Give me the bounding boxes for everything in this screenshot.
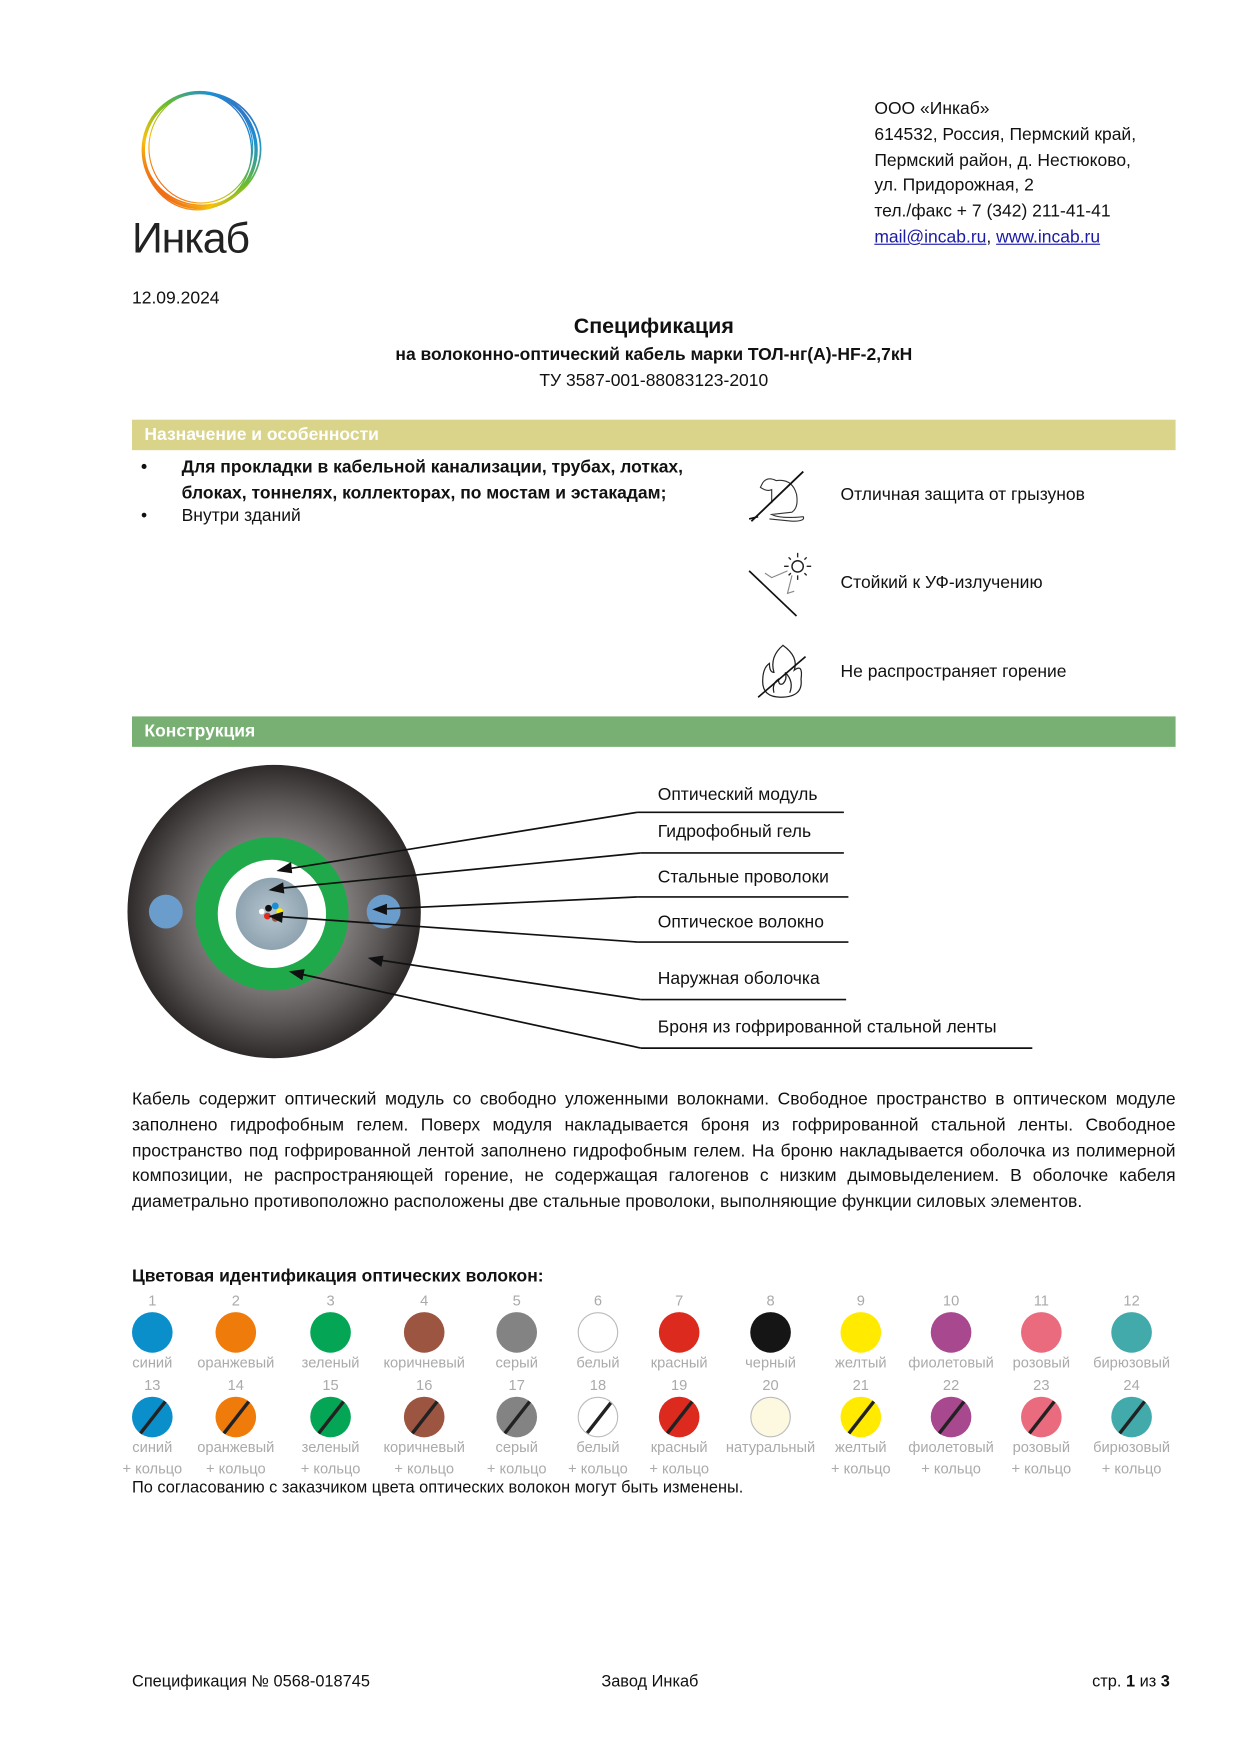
fiber-13 <box>107 1375 197 1478</box>
fiber-number: 24 <box>1123 1376 1140 1394</box>
label-optical-module: Оптический модуль <box>657 785 818 805</box>
section-header-purpose: Назначение и особенности <box>132 420 1176 450</box>
fiber-7 <box>634 1291 724 1372</box>
fiber-color-name: бирюзовый <box>1093 1353 1171 1371</box>
ring-suffix: + кольцо <box>122 1459 183 1477</box>
fiber-color-swatch <box>215 1312 256 1353</box>
page-title: Спецификация <box>573 314 734 339</box>
fiber-color-swatch <box>931 1397 972 1438</box>
bullet: • <box>141 458 148 478</box>
fiber-color-swatch <box>659 1397 700 1438</box>
fiber-color-name: красный <box>650 1438 708 1456</box>
label-armor: Броня из гофрированной стальной ленты <box>657 1017 997 1037</box>
fiber-color-swatch <box>404 1312 445 1353</box>
fiber-11 <box>996 1291 1086 1372</box>
fiber-color-name: коричневый <box>383 1353 465 1371</box>
ring-suffix: + кольцо <box>486 1459 547 1477</box>
fiber-color-swatch <box>841 1397 882 1438</box>
fiber-number: 6 <box>593 1291 603 1309</box>
fiber-color-swatch <box>132 1312 173 1353</box>
fiber-number: 8 <box>766 1291 775 1309</box>
rodent-protection-icon <box>747 469 812 525</box>
fiber-21 <box>816 1375 906 1478</box>
fiber-color-name: синий <box>132 1353 173 1371</box>
fiber-color-name: серый <box>495 1353 538 1371</box>
address-line: 614532, Россия, Пермский край, <box>874 125 1137 145</box>
ring-suffix: + кольцо <box>1011 1459 1072 1477</box>
fiber-number: 10 <box>942 1291 960 1309</box>
ring-suffix: + кольцо <box>394 1459 455 1477</box>
uv-resistant-icon <box>747 551 815 621</box>
fiber-color-name: зеленый <box>301 1353 360 1371</box>
fiber-color-swatch <box>1021 1312 1062 1353</box>
logo-rings-icon <box>132 88 267 218</box>
fiber-color-swatch <box>931 1312 972 1353</box>
fiber-5 <box>472 1291 562 1372</box>
fiber-color-swatch <box>496 1312 537 1353</box>
purpose-item: Внутри зданий <box>181 506 301 526</box>
document-date: 12.09.2024 <box>131 288 220 308</box>
ring-suffix: + кольцо <box>568 1459 628 1477</box>
fiber-14 <box>191 1375 281 1478</box>
current-page: 1 <box>1125 1673 1136 1692</box>
total-pages: 3 <box>1160 1673 1170 1692</box>
fiber-number: 4 <box>420 1291 429 1309</box>
fiber-number: 7 <box>675 1291 684 1309</box>
section-header-construction: Конструкция <box>132 716 1176 746</box>
fiber-17 <box>472 1375 562 1478</box>
fiber-number: 14 <box>227 1376 244 1394</box>
label-hydrophobic-gel: Гидрофобный гель <box>657 822 812 842</box>
fiber-color-swatch <box>310 1312 351 1353</box>
ring-mark <box>1024 1397 1059 1438</box>
ring-mark <box>313 1397 348 1438</box>
fiber-color-name: розовый <box>1012 1353 1071 1371</box>
fiber-color-swatch <box>750 1397 791 1438</box>
fiber-6 <box>553 1291 643 1372</box>
ring-mark <box>499 1397 534 1438</box>
fiber-color-name: белый <box>576 1438 620 1456</box>
ring-mark <box>844 1397 879 1438</box>
fiber-number: 9 <box>856 1291 865 1309</box>
fiber-color-swatch <box>1021 1397 1062 1438</box>
fiber-16 <box>379 1375 469 1478</box>
fiber-number: 22 <box>942 1376 960 1394</box>
fiber-colors-heading: Цветовая идентификация оптических волокон: <box>131 1266 544 1287</box>
fiber-number: 11 <box>1033 1291 1049 1309</box>
ring-suffix: + кольцо <box>300 1459 361 1477</box>
fiber-22 <box>906 1375 996 1478</box>
fiber-color-swatch <box>750 1312 791 1353</box>
fiber-color-name: белый <box>576 1353 620 1371</box>
fiber-1 <box>107 1291 197 1372</box>
footer-page-number <box>1092 1673 1170 1691</box>
logo-text: Инкаб <box>131 215 249 263</box>
fiber-number: 17 <box>508 1376 525 1394</box>
ring-mark <box>662 1397 697 1438</box>
fiber-color-name: фиолетовый <box>908 1438 994 1456</box>
ring-suffix: + кольцо <box>830 1459 891 1477</box>
fiber-9 <box>816 1291 906 1372</box>
label-outer-sheath: Наружная оболочка <box>657 969 820 989</box>
fiber-number: 23 <box>1033 1376 1050 1394</box>
fiber-12 <box>1086 1291 1176 1372</box>
fiber-number: 21 <box>852 1376 869 1394</box>
fiber-color-name: оранжевый <box>197 1353 275 1371</box>
fiber-color-swatch <box>215 1397 256 1438</box>
company-logo <box>132 88 267 262</box>
fiber-20 <box>725 1375 815 1456</box>
feature-uv: Стойкий к УФ-излучению <box>840 573 1043 593</box>
ring-suffix: + кольцо <box>1101 1459 1162 1477</box>
fiber-number: 13 <box>144 1376 161 1394</box>
fiber-number: 1 <box>148 1291 157 1309</box>
fiber-number: 18 <box>589 1376 607 1394</box>
fiber-number: 3 <box>326 1291 335 1309</box>
fiber-color-swatch <box>310 1397 351 1438</box>
fiber-4 <box>379 1291 469 1372</box>
phone: тел./факс + 7 (342) 211-41-41 <box>874 202 1111 222</box>
fiber-number: 5 <box>512 1291 521 1309</box>
ring-mark <box>407 1397 442 1438</box>
fiber-3 <box>285 1291 375 1372</box>
address-line: ул. Придорожная, 2 <box>874 176 1034 196</box>
company-address <box>874 97 1136 251</box>
steel-wire <box>149 895 183 929</box>
ring-mark <box>218 1397 253 1438</box>
fiber-color-name: желтый <box>835 1353 887 1371</box>
label-optical-fiber: Оптическое волокно <box>657 912 824 932</box>
purpose-item: Для прокладки в кабельной канализации, трубах, лотках, блоках, тоннелях, коллекторах, по мостам и эстакадам; <box>181 458 684 504</box>
fiber-color-name: коричневый <box>383 1438 465 1456</box>
fiber-15 <box>285 1375 375 1478</box>
cable-cross-section-diagram <box>0 745 1241 1072</box>
fiber-color-swatch <box>659 1312 700 1353</box>
fiber-number: 20 <box>762 1376 779 1394</box>
page-subtitle: на волоконно-оптический кабель марки ТОЛ-нг(А)-HF-2,7кН <box>395 345 913 365</box>
fiber-10 <box>906 1291 996 1372</box>
fiber-number: 12 <box>1123 1291 1140 1309</box>
fiber-18 <box>553 1375 643 1478</box>
standard-number: ТУ 3587-001-88083123-2010 <box>539 371 769 391</box>
fiber-23 <box>996 1375 1086 1478</box>
fiber-color-swatch <box>496 1397 537 1438</box>
feature-flame: Не распространяет горение <box>840 662 1067 682</box>
fiber-color-name: бирюзовый <box>1093 1438 1171 1456</box>
page-prefix: стр. <box>1092 1673 1122 1692</box>
fiber-number: 19 <box>671 1376 688 1394</box>
fiber-24 <box>1086 1375 1176 1478</box>
address-line: Пермский район, д. Нестюково, <box>874 150 1131 170</box>
ring-suffix: + кольцо <box>649 1459 710 1477</box>
fiber-color-name: оранжевый <box>197 1438 275 1456</box>
fiber-8 <box>725 1291 815 1372</box>
fiber-color-name: черный <box>745 1353 796 1371</box>
fiber-color-swatch <box>578 1397 619 1438</box>
fiber-color-swatch <box>841 1312 882 1353</box>
ring-suffix: + кольцо <box>921 1459 981 1477</box>
fiber-color-swatch <box>1111 1312 1152 1353</box>
fiber-color-swatch <box>1111 1397 1152 1438</box>
fiber-color-swatch <box>404 1397 445 1438</box>
fiber-19 <box>634 1375 724 1478</box>
list-item <box>141 455 716 507</box>
fiber-number: 16 <box>416 1376 433 1394</box>
fiber-color-name: серый <box>495 1438 538 1456</box>
ring-mark <box>934 1397 969 1438</box>
separator: , <box>986 227 997 248</box>
ring-mark <box>581 1398 616 1438</box>
construction-description: Кабель содержит оптический модуль со свободно уложенными волокнами. Свободное пространство в оптическом модуле заполнено гидрофобным гелем. Поверх модуля накладывается броня из гофрированной стальной ленты. Свободное пространство под гофрированной лентой заполнено гидрофобным гелем. На броню накладывается оболочка из полимерной композиции, не распространяющей горение, не содержащая галогенов с низким дымовыделением. В оболочке кабеля диаметрально противоположно расположены две стальные проволоки, выполняющие функции силовых элементов. <box>131 1089 1176 1212</box>
fiber-color-name: розовый <box>1012 1438 1071 1456</box>
fiber-color-name: фиолетовый <box>908 1353 994 1371</box>
fiber-color-swatch <box>132 1397 173 1438</box>
fiber-color-swatch <box>578 1312 619 1353</box>
fiber-number: 15 <box>322 1376 339 1394</box>
fiber-color-name: желтый <box>835 1438 887 1456</box>
fiber-color-name: натуральный <box>725 1438 816 1456</box>
fiber-color-name: зеленый <box>301 1438 360 1456</box>
website-link[interactable]: www.incab.ru <box>996 227 1101 248</box>
fiber-2 <box>191 1291 281 1372</box>
fiber-color-name: синий <box>132 1438 173 1456</box>
label-steel-wires: Стальные проволоки <box>657 867 829 887</box>
fiber-number: 2 <box>231 1291 240 1309</box>
list-item <box>141 507 301 527</box>
bullet: • <box>141 506 148 526</box>
flame-retardant-icon <box>754 641 813 702</box>
footer-factory: Завод Инкаб <box>601 1673 699 1692</box>
ring-mark <box>1114 1397 1149 1438</box>
fiber-colors-note: По согласованию с заказчиком цвета оптических волокон могут быть изменены. <box>131 1479 744 1498</box>
ring-mark <box>135 1397 170 1438</box>
ring-suffix: + кольцо <box>205 1459 266 1477</box>
page-of: из <box>1139 1673 1157 1692</box>
company-name: ООО «Инкаб» <box>874 99 990 119</box>
feature-rodent: Отличная защита от грызунов <box>840 485 1085 505</box>
footer-spec-number: Спецификация № 0568-018745 <box>131 1673 370 1692</box>
email-link[interactable]: mail@incab.ru <box>874 227 987 248</box>
fiber-color-name: красный <box>650 1353 708 1371</box>
